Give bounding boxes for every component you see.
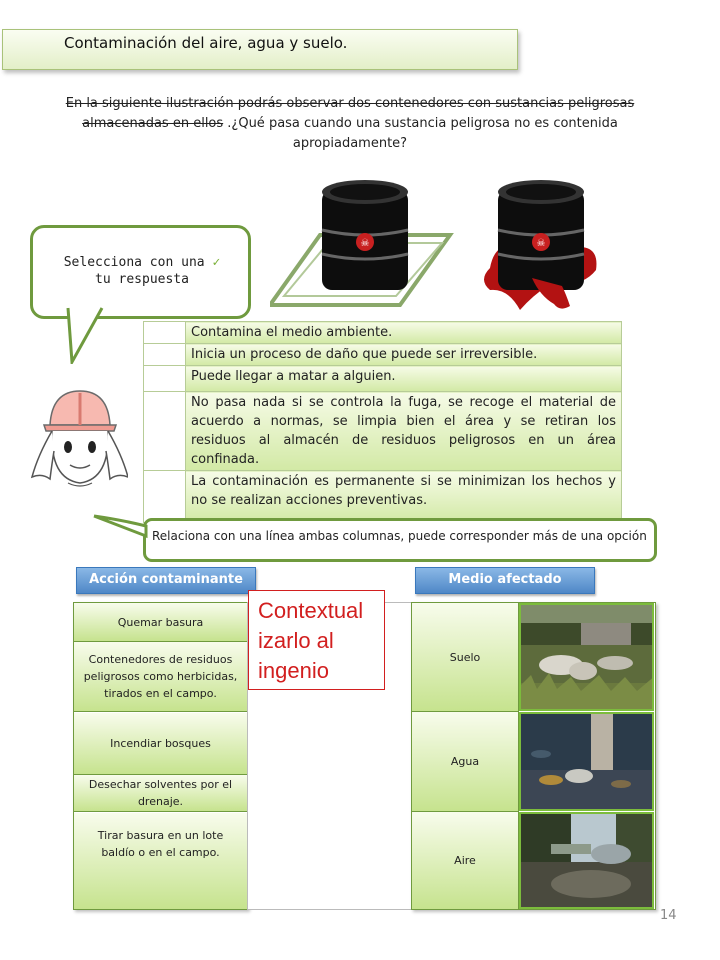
option-row	[144, 322, 622, 344]
option-row	[144, 366, 622, 392]
option-text: Inicia un proceso de daño que puede ser irreversible.	[186, 344, 622, 366]
medium-item[interactable]: Suelo	[412, 603, 519, 712]
option-text: La contaminación es permanente si se minimizan los hechos y no se realizan acciones preventivas.	[186, 471, 622, 523]
checkmark-icon: ✓	[212, 255, 221, 270]
answer-checkbox[interactable]	[144, 322, 186, 344]
page-number: 14	[660, 908, 677, 923]
hard-hat-icon	[44, 391, 116, 431]
medium-item[interactable]: Agua	[412, 712, 519, 812]
answer-checkbox[interactable]	[144, 344, 186, 366]
action-item[interactable]: Desechar solventes por el drenaje.	[74, 775, 247, 812]
medium-item[interactable]: Aire	[412, 812, 519, 909]
speech-bubble-tail	[62, 306, 132, 364]
barrel-leaking	[498, 180, 584, 309]
media-column	[411, 602, 656, 910]
answer-checkbox[interactable]	[144, 392, 186, 471]
action-item[interactable]: Incendiar bosques	[74, 713, 247, 775]
barrels-illustration	[270, 178, 610, 318]
bubble-text-before: Selecciona con una	[63, 255, 205, 270]
review-comment	[258, 596, 363, 686]
intro-paragraph	[60, 94, 640, 154]
comment-line: ingenio	[258, 658, 329, 683]
option-text: No pasa nada si se controla la fuga, se recoge el material de acuerdo a normas, se limpia bien el área y se retiran los residuos al almacén de residuos peligrosos en un área confinada.	[186, 392, 622, 471]
svg-text:☠: ☠	[536, 238, 546, 249]
soil-photo	[519, 603, 654, 711]
matching-instruction: Relaciona con una línea ambas columnas, puede corresponder más de una opción	[152, 529, 647, 543]
comment-line: Contextual	[258, 598, 364, 623]
intro-struck-text: En la siguiente ilustración podrás observar dos contenedores con sustancias peligrosas almacenadas en ellos	[65, 96, 635, 131]
option-row	[144, 392, 622, 471]
option-row	[144, 344, 622, 366]
option-row	[144, 471, 622, 523]
barrel-contained	[322, 180, 408, 290]
action-item[interactable]: Contenedores de residuos peligrosos como herbicidas, tirados en el campo.	[74, 642, 247, 712]
header-medio-afectado: Medio afectado	[415, 567, 595, 594]
action-item[interactable]: Quemar basura	[74, 603, 247, 642]
actions-column	[73, 602, 248, 910]
answer-checkbox[interactable]	[144, 366, 186, 392]
water-photo	[519, 712, 654, 811]
header-accion-contaminante: Acción contaminante	[76, 567, 256, 594]
comment-line: izarlo al	[258, 628, 334, 653]
worker-girl-illustration	[28, 385, 128, 495]
answer-options-table	[143, 321, 622, 523]
instruction-pointer	[92, 512, 152, 542]
option-text: Contamina el medio ambiente.	[186, 322, 622, 344]
girl-face	[32, 431, 128, 486]
action-item[interactable]: Tirar basura en un lote baldío o en el campo.	[74, 813, 247, 909]
option-text: Puede llegar a matar a alguien.	[186, 366, 622, 392]
air-photo	[519, 812, 654, 909]
page-title: Contaminación del aire, agua y suelo.	[64, 34, 348, 52]
bubble-instruction	[52, 254, 232, 288]
intro-question: .¿Qué pasa cuando una sustancia peligrosa no es contenida apropiadamente?	[223, 116, 618, 151]
bubble-text-after: tu respuesta	[95, 272, 189, 287]
svg-text:☠: ☠	[360, 238, 370, 249]
